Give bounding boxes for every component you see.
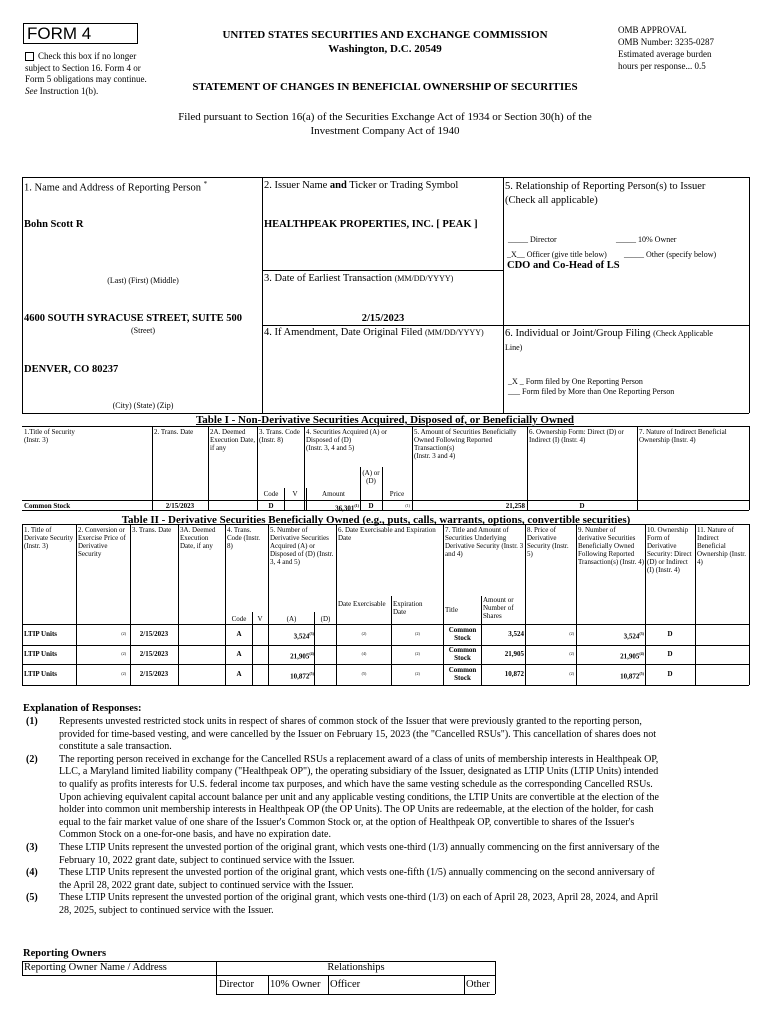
box3-label: 3. Date of Earliest Transaction (MM/DD/YYYY) [264,273,454,284]
filed-pursuant-line1: Filed pursuant to Section 16(a) of the Securities Exchange Act of 1934 or Section 30(h) of the [178,111,592,123]
t2-sub-exp: Expiration Date [393,600,423,616]
t2-underlying-amount: 10,872 [504,670,524,678]
t2-date-exercisable: (4) [361,651,367,656]
t2-ownership-form: D [667,670,673,678]
box1-label: 1. Name and Address of Reporting Person * [24,180,208,194]
t2-col7-header: 7. Title and Amount of Securities Underlying Derivative Security (Instr. 3 and 4) [445,526,524,558]
t2-derivative-price: (2) [569,671,574,676]
owners-col-name: Reporting Owner Name / Address [24,962,167,973]
street-label: (Street) [131,326,155,335]
explanation-notes [26,716,750,918]
t2-conversion-price: (2) [121,631,126,636]
t2-acquired: 3,524$^{(3)}$ [293,631,314,641]
t2-col4-header: 4. Trans. Code (Instr. 8) [227,526,261,550]
issuer-name: HEALTHPEAK PROPERTIES, INC. [ PEAK ] [264,219,478,230]
explanation-title: Explanation of Responses: [23,703,142,714]
t1-col2a-header: 2A. Deemed Execution Date, if any [210,428,256,452]
earliest-transaction-date: 2/15/2023 [361,313,405,324]
note: (1) Represents unvested restricted stock units in respect of shares of common stock of the Issuer that were previously granted to the reporting person, provided for time-based vesting, and were cancelled by the Issuer on February 15, 2023 (the "Cancelled RSUs"). This cancellation of shares does not constitute a sale transaction. [26,716,656,753]
t1-owned: 21,258 [505,502,525,510]
owners-col-relationships: Relationships [327,962,385,973]
owners-col-director: Director [219,979,254,990]
t2-conversion-price: (2) [121,671,126,676]
omb-hours: hours per response... 0.5 [618,61,706,71]
note: (3) These LTIP Units represent the unvested portion of the original grant, which vests one-third (1/3) annually commencing on the first anniversary of the February 10, 2022 grant date, subject to continued service with the Issuer. [26,841,660,866]
t1-amount: 36,301$^{(1)}$ [335,503,359,513]
t1-price: (1) [405,503,410,508]
t1-aord: D [368,502,374,510]
relationship-other: _____ Other (specify below) [624,250,717,259]
t2-col2-header: 2. Conversion or Exercise Price of Derivative Security [78,526,126,558]
form-title: FORM 4 [27,24,92,43]
filing-multiple-persons: ___ Form filed by More than One Reporting Person [508,387,675,396]
reporting-person-street: 4600 SOUTH SYRACUSE STREET, SUITE 500 [24,313,243,324]
box5-label: 5. Relationship of Reporting Person(s) to Issuer (Check all applicable) [505,181,706,206]
table1-title: Table I - Non-Derivative Securities Acquired, Disposed of, or Beneficially Owned [195,414,575,426]
t2-col1-header: 1. Title of Derivate Security (Instr. 3) [24,526,74,550]
reporting-person-name: Bohn Scott R [24,219,84,230]
t1-col4-header: 4. Securities Acquired (A) or Disposed of (D) (Instr. 3, 4 and 5) [306,428,388,452]
t1-col2-header: 2. Trans. Date [154,428,194,436]
t1-col3-header: 3. Trans. Code (Instr. 8) [259,428,300,444]
t2-ownership-form: D [667,630,673,638]
t2-trans-date: 2/15/2023 [139,630,169,638]
agency-name: UNITED STATES SECURITIES AND EXCHANGE COMMISSION [222,29,548,41]
t2-sub-code: Code [231,615,247,623]
t2-expiration: (2) [415,651,420,656]
owners-col-ten-pct: 10% Owner [270,979,321,990]
t1-trans-date: 2/15/2023 [165,502,195,510]
t2-owned: 10,872$^{(5)}$ [620,671,644,681]
statement-title: STATEMENT OF CHANGES IN BENEFICIAL OWNERSHIP OF SECURITIES [192,81,578,93]
t1-col6-header: 6. Ownership Form: Direct (D) or Indirect (I) (Instr. 4) [529,428,624,444]
t2-trans-date: 2/15/2023 [139,670,169,678]
note: (2) The reporting person received in exchange for the Cancelled RSUs a replacement award of a class of units of membership interests in Healthpeak OP, LLC, a Maryland limited liability company ("Healthpeak OP"), the operating subsidiary of the Issuer, designated as LTIP Units (LTIP Units) intended to qualify as profits interests for U.S. federal income tax purposes, and which have the same vesting schedule as the corresponding Cancelled RSUs. Upon achieving equivalent capital account balance per unit and any applicable vesting conditions, the LTIP Units are convertible at the election of the holder into common unit membership interests in Healthpeak OP (the OP Units). The OP Units are redeemable, at the election of the holder, for cash equal to the fair market value of one share of the Issuer's Common Stock or, at the option of Healthpeak OP, convertible to shares of the Issuer's Common Stock on a one-for-one basis, and have no expiration date. [26,753,659,841]
owners-col-other: Other [466,979,490,990]
filed-pursuant-line2: Investment Company Act of 1940 [310,125,460,137]
t1-col7-header: 7. Nature of Indirect Beneficial Ownership (Instr. 4) [639,428,727,444]
omb-approval [618,24,714,72]
t1-sub-price: Price [389,490,405,498]
t1-sub-aord: (A) or (D) [362,469,380,485]
t1-sub-amount: Amount [322,490,345,498]
t2-underlying-title: Common Stock [448,666,477,682]
t1-trans-code: D [268,502,274,510]
t2-date-exercisable: (2) [361,631,367,636]
officer-title: CDO and Co-Head of LS [507,260,620,271]
t2-underlying-title: Common Stock [448,646,477,662]
t1-ownership-form: D [579,502,585,510]
t2-col3-header: 3. Trans. Date [132,526,172,534]
t1-security-title: Common Stock [24,502,71,510]
note: (4) These LTIP Units represent the unvested portion of the original grant, which vests one-fifth (1/5) annually commencing on the second anniversary of the April 28, 2022 grant date, subject to continued service with the Issuer. [26,867,655,891]
name-parts-label: (Last) (First) (Middle) [107,276,179,285]
t2-acquired: 21,905$^{(4)}$ [290,651,314,661]
omb-title: OMB APPROVAL [618,25,687,35]
t2-col8-header: 8. Price of Derivative Security (Instr. 5) [527,526,569,558]
relationship-officer: _X__ Officer (give title below) [507,250,607,259]
reporting-person-city: DENVER, CO 80237 [24,364,119,375]
t2-col11-header: 11. Nature of Indirect Beneficial Ownership (Instr. 4) [697,526,746,566]
t2-derivative-price: (2) [569,651,574,656]
t2-trans-date: 2/15/2023 [139,650,169,658]
t2-expiration: (2) [415,631,420,636]
relationship-ten-pct: _____ 10% Owner [616,235,677,244]
t2-derivative-title: LTIP Units [24,650,58,658]
t1-sub-code: Code [263,490,279,498]
table2-title: Table II - Derivative Securities Beneficially Owned (e.g., puts, calls, warrants, options, convertible securities) [121,514,631,526]
t2-col10-header: 10. Ownership Form of Derivative Security: Direct (D) or Indirect (I) (Instr. 4) [647,526,692,574]
omb-number: OMB Number: 3235-0287 [618,37,714,47]
t2-col9-header: 9. Number of derivative Securities Beneficially Owned Following Reported Transaction(s) (Instr. 4) [578,526,645,566]
t2-acquired: 10,872$^{(5)}$ [290,671,314,681]
agency-address: Washington, D.C. 20549 [328,43,442,55]
checkbox-text: Check this box if no longer subject to Section 16. Form 4 or Form 5 obligations may continue. See Instruction 1(b). [25,51,147,96]
reporting-owners-title: Reporting Owners [23,948,107,959]
t2-derivative-title: LTIP Units [24,630,58,638]
t2-col5-header: 5. Number of Derivative Securities Acquired (A) or Disposed of (D) (Instr. 3, 4 and 5) [270,526,334,566]
t1-col5-header: 5. Amount of Securities Beneficially Owned Following Reported Transaction(s) (Instr. 3 and 4) [414,428,517,460]
t2-conversion-price: (2) [121,651,126,656]
owners-col-officer: Officer [330,979,361,990]
t2-ownership-form: D [667,650,673,658]
t2-derivative-title: LTIP Units [24,670,58,678]
t2-sub-a: (A) [286,615,297,623]
omb-burden: Estimated average burden [618,49,712,59]
t1-sub-v: V [292,490,298,498]
t2-date-exercisable: (5) [361,671,367,676]
t2-owned: 3,524$^{(3)}$ [623,631,644,641]
form-title-box [23,23,138,44]
t2-underlying-amount: 3,524 [508,630,524,638]
t2-col6-header: 6. Date Exercisable and Expiration Date [338,526,436,542]
filing-one-person: _X _ Form filed by One Reporting Person [508,377,643,386]
box6-label: 6. Individual or Joint/Group Filing (Check Applicable Line) [505,328,713,352]
note: (5) These LTIP Units represent the unvested portion of the original grant, which vests one-third (1/3) on each of April 28, 2023, April 28, 2024, and April 28, 2025, subject to continued service with the Issuer. [26,892,659,916]
t2-sub-d: (D) [320,615,331,623]
t2-trans-code: A [236,670,242,678]
t2-owned: 21,905$^{(4)}$ [620,651,644,661]
box4-label: 4. If Amendment, Date Original Filed (MM/DD/YYYY) [264,327,484,338]
t2-underlying-title: Common Stock [448,626,477,642]
t2-trans-code: A [236,630,242,638]
t1-col1-header: 1.Title of Security (Instr. 3) [24,428,75,444]
t2-sub-v: V [257,615,263,623]
city-label: (City) (State) (Zip) [112,401,174,410]
t2-sub-title: Title [445,606,458,614]
t2-derivative-price: (2) [569,631,574,636]
box2-label: 2. Issuer Name and Ticker or Trading Symbol [264,180,459,191]
t2-trans-code: A [236,650,242,658]
t2-underlying-amount: 21,905 [504,650,524,658]
t2-sub-amount: Amount or Number of Shares [483,596,514,620]
relationship-director: _____ Director [508,235,557,244]
t2-sub-date-ex: Date Exercisable [338,600,386,608]
t2-col3a-header: 3A. Deemed Execution Date, if any [180,526,216,550]
t2-expiration: (2) [415,671,420,676]
